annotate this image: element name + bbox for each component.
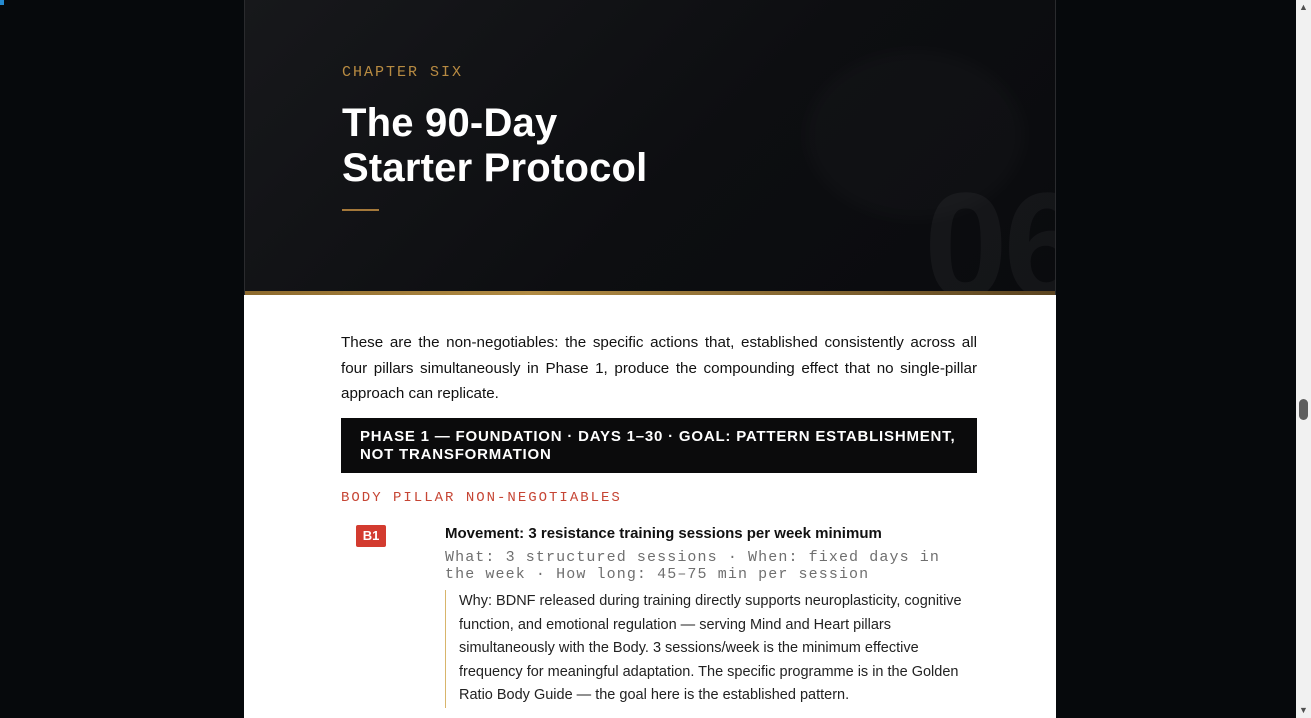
chapter-title xyxy=(342,101,648,191)
vertical-scrollbar[interactable] xyxy=(1296,0,1311,718)
scroll-down-icon[interactable]: ▼ xyxy=(1299,705,1308,715)
movement-item-meta: What: 3 structured sessions · When: fixed days in the week · How long: 45–75 min per session xyxy=(445,549,940,583)
chapter-watermark-number xyxy=(924,170,1056,295)
chapter-hero xyxy=(244,0,1056,295)
chapter-title-line-one: The 90-Day xyxy=(342,101,558,145)
body-pillar-section-label: BODY PILLAR NON-NEGOTIABLES xyxy=(341,490,622,506)
chapter-page xyxy=(244,0,1056,718)
item-badge: B1 xyxy=(356,525,386,547)
scrollbar-thumb[interactable] xyxy=(1299,399,1308,420)
left-edge-marker xyxy=(0,0,4,5)
chapter-eyebrow: CHAPTER SIX xyxy=(342,64,464,81)
intro-paragraph: These are the non-negotiables: the specific actions that, established consistently across all four pillars simultaneously in Phase 1, produce the compounding effect that no single-pillar approach can replicate. xyxy=(341,334,977,402)
scroll-up-icon[interactable]: ▲ xyxy=(1299,2,1308,12)
title-divider xyxy=(342,209,379,211)
phase-banner: PHASE 1 — FOUNDATION · DAYS 1–30 · GOAL: PATTERN ESTABLISHMENT, NOT TRANSFORMATION xyxy=(341,418,977,473)
hero-bottom-bar xyxy=(245,291,1056,295)
chapter-title-line-two: Starter Protocol xyxy=(342,146,648,190)
movement-why-paragraph: Why: BDNF released during training directly supports neuroplasticity, cognitive function, and emotional regulation — serving Mind and Heart pillars simultaneously with the Body. 3 sessions/week is the minimum effective frequency for meaningful adaptation. The specific programme is in the Golden Ratio Body Guide — the goal here is the established pattern. xyxy=(445,590,965,708)
movement-item-title: Movement: 3 resistance training sessions per week minimum xyxy=(445,525,882,542)
